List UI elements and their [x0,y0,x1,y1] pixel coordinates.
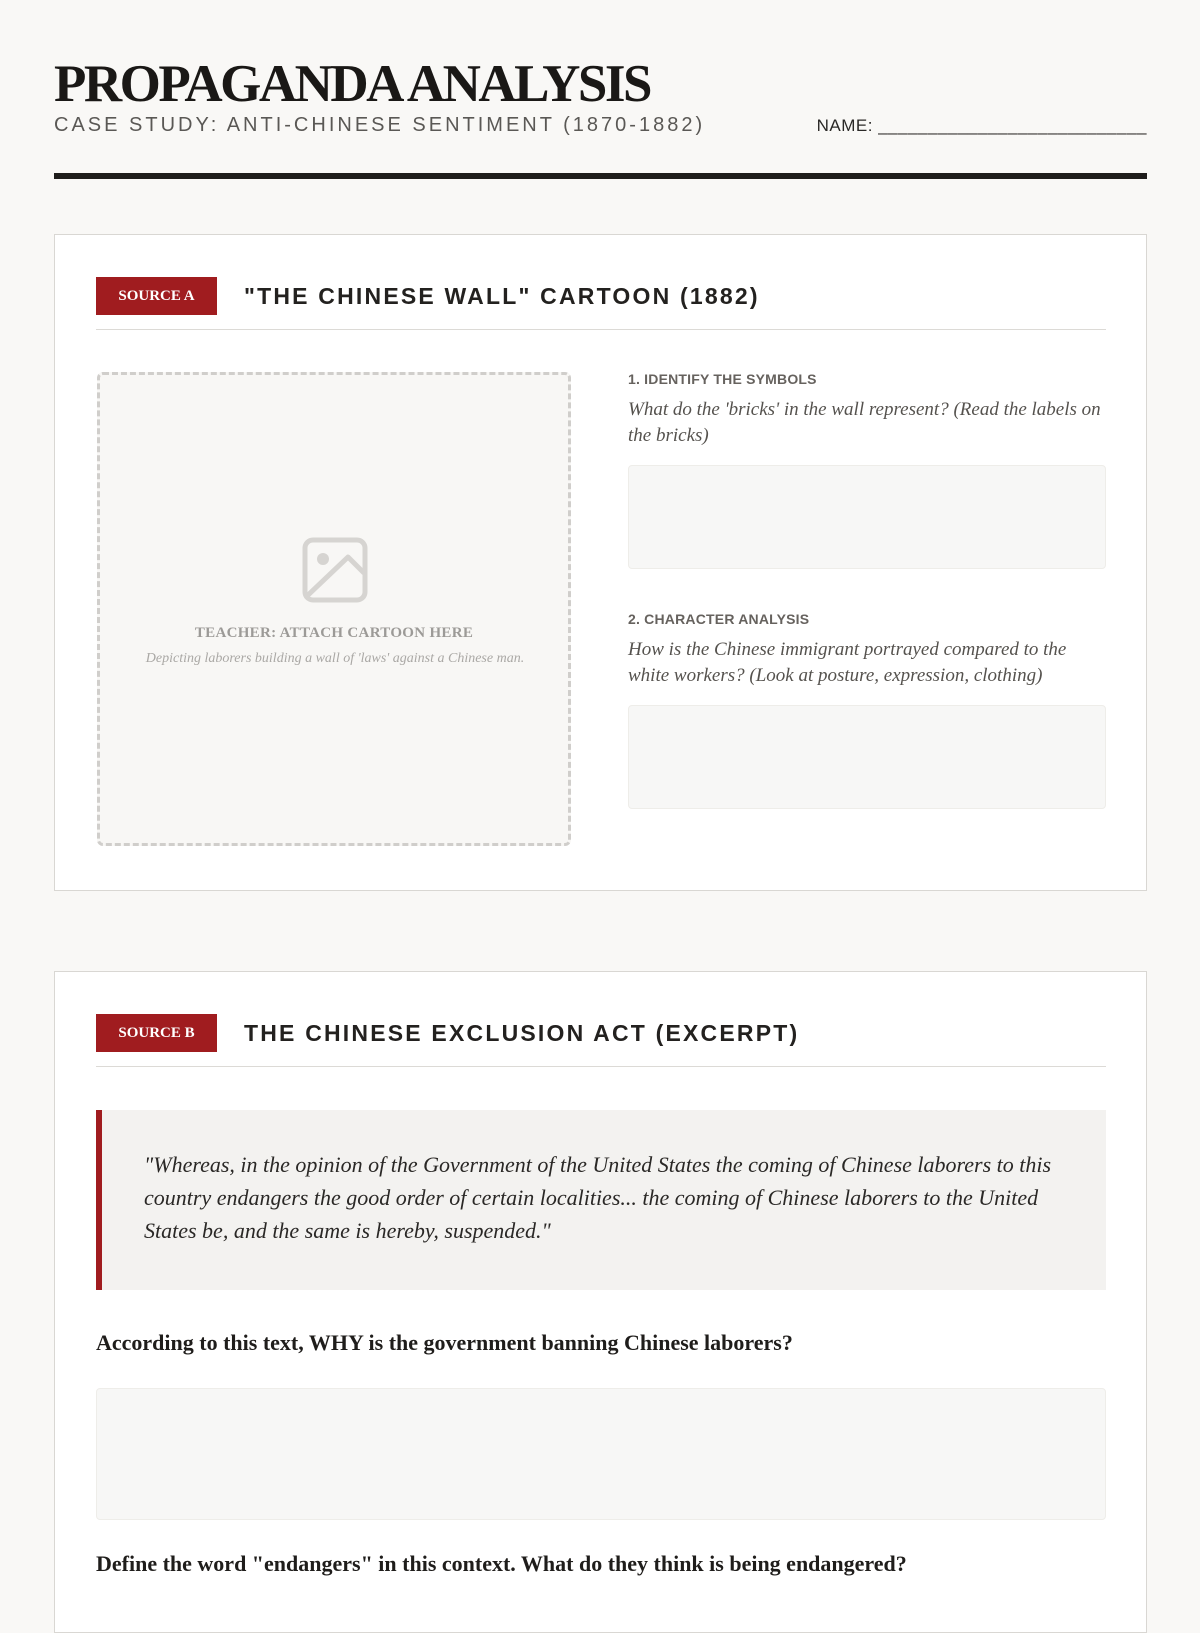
page-header [54,52,1147,137]
source-b-header [96,1014,1106,1067]
source-a-title: "THE CHINESE WALL" CARTOON (1882) [244,283,760,309]
answer-box-character[interactable] [628,705,1106,809]
name-field[interactable]: NAME: ___________________________ [816,116,1147,135]
source-a-badge: SOURCE A [96,277,217,315]
header-subrow [54,114,1147,137]
dropzone-title: TEACHER: ATTACH CARTOON HERE [194,625,474,641]
page-title: PROPAGANDA ANALYSIS [54,55,650,113]
quote-text: "Whereas, in the opinion of the Government of the United States the coming of Chinese laborers to this country endangers the good order of certain localities... the coming of Chinese laborers to the United States be, and the same is hereby, suspended." [144,1152,1052,1243]
question-label: 1. IDENTIFY THE SYMBOLS [628,371,817,387]
question-why-ban: According to this text, WHY is the government banning Chinese laborers? [96,1330,793,1355]
question-label: 2. CHARACTER ANALYSIS [628,611,810,627]
cartoon-dropzone[interactable] [97,372,571,846]
answer-box-symbols[interactable] [628,465,1106,569]
question-define-endangers: Define the word "endangers" in this context. What do they think is being endangered? [96,1551,907,1576]
exclusion-act-quote [96,1110,1106,1290]
dropzone-subtitle: Depicting laborers building a wall of 'laws' against a Chinese man. [145,651,525,666]
question-character [628,611,1106,809]
source-a-card [54,234,1147,891]
header-divider [54,173,1147,179]
page-subtitle: CASE STUDY: ANTI-CHINESE SENTIMENT (1870-1882) [54,114,706,136]
source-b-badge: SOURCE B [96,1014,217,1052]
question-prompt: How is the Chinese immigrant portrayed compared to the white workers? (Look at posture, expression, clothing) [628,639,1067,686]
source-b-title: THE CHINESE EXCLUSION ACT (EXCERPT) [244,1020,800,1046]
answer-box-why-ban[interactable] [96,1388,1106,1520]
question-prompt: What do the 'bricks' in the wall represent? (Read the labels on the bricks) [628,399,1101,446]
question-symbols [628,371,1106,569]
source-a-header [96,277,1106,330]
source-b-card [54,971,1147,1633]
image-icon [300,535,370,605]
